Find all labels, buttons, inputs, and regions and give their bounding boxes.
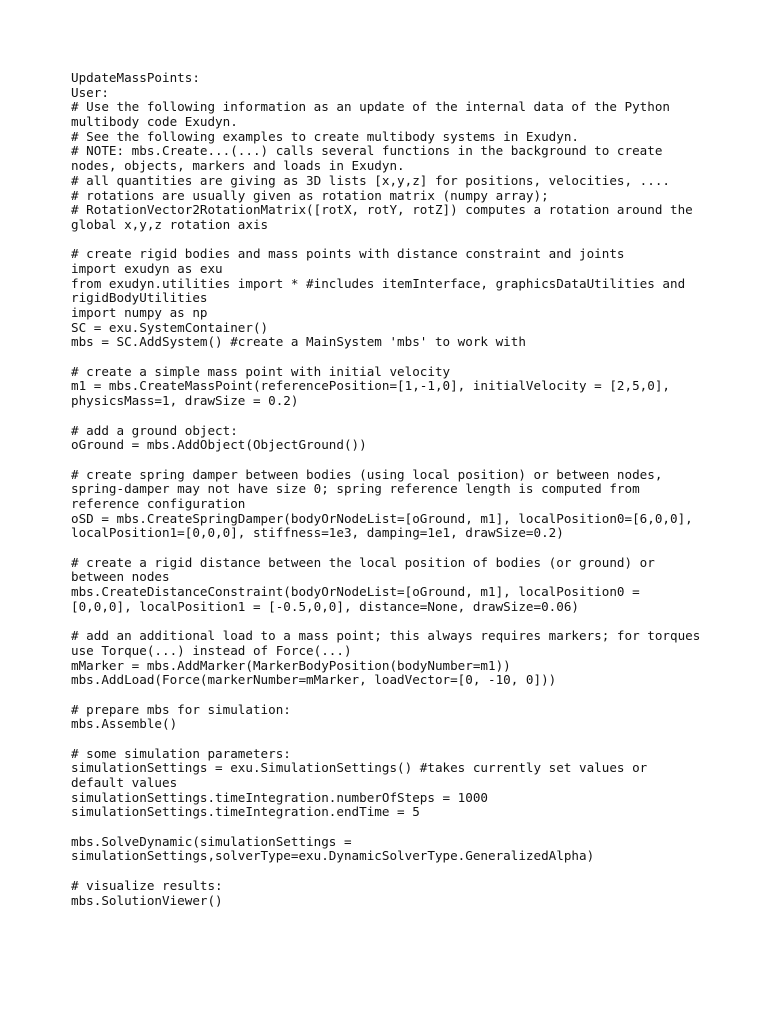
text-line: # RotationVector2RotationMatrix([rotX, rotY, rotZ]) computes a rotation around the xyxy=(71,202,693,218)
text-line: global x,y,z rotation axis xyxy=(71,216,269,232)
text-line: mbs.Assemble() xyxy=(71,716,178,732)
text-line: spring-damper may not have size 0; spring reference length is computed from xyxy=(71,481,640,497)
blank-line xyxy=(71,453,751,468)
blank-line xyxy=(71,820,751,835)
text-line: mbs.AddLoad(Force(markerNumber=mMarker, loadVector=[0, -10, 0])) xyxy=(71,672,557,688)
text-line: use Torque(...) instead of Force(...) xyxy=(71,642,352,658)
text-line: default values xyxy=(71,775,178,790)
text-line: # create a simple mass point with initial velocity xyxy=(71,363,451,379)
text-line: # NOTE: mbs.Create...(...) calls several functions in the background to create xyxy=(71,143,663,159)
code-block-solve xyxy=(71,835,751,864)
code-block-spring-damper xyxy=(71,468,751,541)
text-line: simulationSettings.timeIntegration.numberOfSteps = 1000 xyxy=(71,789,489,805)
text-line: rigidBodyUtilities xyxy=(71,290,208,306)
text-line: nodes, objects, markers and loads in Exudyn. xyxy=(71,158,405,174)
text-line: simulationSettings,solverType=exu.DynamicSolverType.GeneralizedAlpha) xyxy=(71,848,595,864)
blank-line xyxy=(71,864,751,879)
text-line: oSD = mbs.CreateSpringDamper(bodyOrNodeList=[oGround, m1], localPosition0=[6,0,0], xyxy=(71,510,693,526)
text-line: # add an additional load to a mass point; this always requires markers; for torques xyxy=(71,628,701,644)
text-line: simulationSettings = exu.SimulationSettings() #takes currently set values or xyxy=(71,760,648,776)
text-line: # create spring damper between bodies (using local position) or between nodes, xyxy=(71,466,663,482)
blank-line xyxy=(71,614,751,629)
blank-line xyxy=(71,233,751,248)
text-line: [0,0,0], localPosition1 = [-0.5,0,0], distance=None, drawSize=0.06) xyxy=(71,598,579,614)
code-block-assemble xyxy=(71,703,751,732)
text-line: mbs = SC.AddSystem() #create a MainSystem 'mbs' to work with xyxy=(71,334,526,350)
text-line: simulationSettings.timeIntegration.endTime = 5 xyxy=(71,804,420,820)
text-line: # prepare mbs for simulation: xyxy=(71,701,291,717)
blank-line xyxy=(71,350,751,365)
text-line: # rotations are usually given as rotation matrix (numpy array); xyxy=(71,187,549,203)
text-line: between nodes xyxy=(71,569,170,585)
text-line: # all quantities are giving as 3D lists [x,y,z] for positions, velocities, .... xyxy=(71,172,670,188)
text-line: # some simulation parameters: xyxy=(71,745,291,761)
text-line: m1 = mbs.CreateMassPoint(referencePosition=[1,-1,0], initialVelocity = [2,5,0], xyxy=(71,378,670,394)
code-block-mass-point xyxy=(71,365,751,409)
text-line: # See the following examples to create multibody systems in Exudyn. xyxy=(71,128,579,144)
text-line: localPosition1=[0,0,0], stiffness=1e3, damping=1e1, drawSize=0.2) xyxy=(71,525,564,541)
text-line: mbs.CreateDistanceConstraint(bodyOrNodeList=[oGround, m1], localPosition0 = xyxy=(71,584,640,600)
text-line: import numpy as np xyxy=(71,305,208,320)
text-line: SC = exu.SystemContainer() xyxy=(71,319,269,335)
code-block-header xyxy=(71,71,751,233)
code-block-imports xyxy=(71,247,751,350)
text-line: UpdateMassPoints: xyxy=(71,70,200,85)
document-page xyxy=(71,71,751,908)
text-line: # create rigid bodies and mass points with distance constraint and joints xyxy=(71,246,625,262)
code-block-visualize xyxy=(71,879,751,908)
text-line: mMarker = mbs.AddMarker(MarkerBodyPosition(bodyNumber=m1)) xyxy=(71,657,511,673)
text-line: from exudyn.utilities import * #includes itemInterface, graphicsDataUtilities and xyxy=(71,275,686,291)
text-line: multibody code Exudyn. xyxy=(71,114,238,130)
text-line: # Use the following information as an update of the internal data of the Python xyxy=(71,99,670,115)
code-block-distance-constraint xyxy=(71,556,751,615)
text-line: mbs.SolveDynamic(simulationSettings = xyxy=(71,833,352,849)
text-line: # add a ground object: xyxy=(71,422,238,438)
text-line: oGround = mbs.AddObject(ObjectGround()) xyxy=(71,437,367,453)
text-line: # visualize results: xyxy=(71,877,223,893)
text-line: physicsMass=1, drawSize = 0.2) xyxy=(71,393,299,409)
blank-line xyxy=(71,409,751,424)
code-block-simulation-settings xyxy=(71,747,751,820)
blank-line xyxy=(71,732,751,747)
code-block-load xyxy=(71,629,751,688)
text-line: # create a rigid distance between the local position of bodies (or ground) or xyxy=(71,554,655,570)
text-line: reference configuration xyxy=(71,495,246,511)
text-line: import exudyn as exu xyxy=(71,260,223,276)
blank-line xyxy=(71,688,751,703)
text-line: mbs.SolutionViewer() xyxy=(71,892,223,908)
text-line: User: xyxy=(71,84,109,100)
code-block-ground xyxy=(71,424,751,453)
blank-line xyxy=(71,541,751,556)
